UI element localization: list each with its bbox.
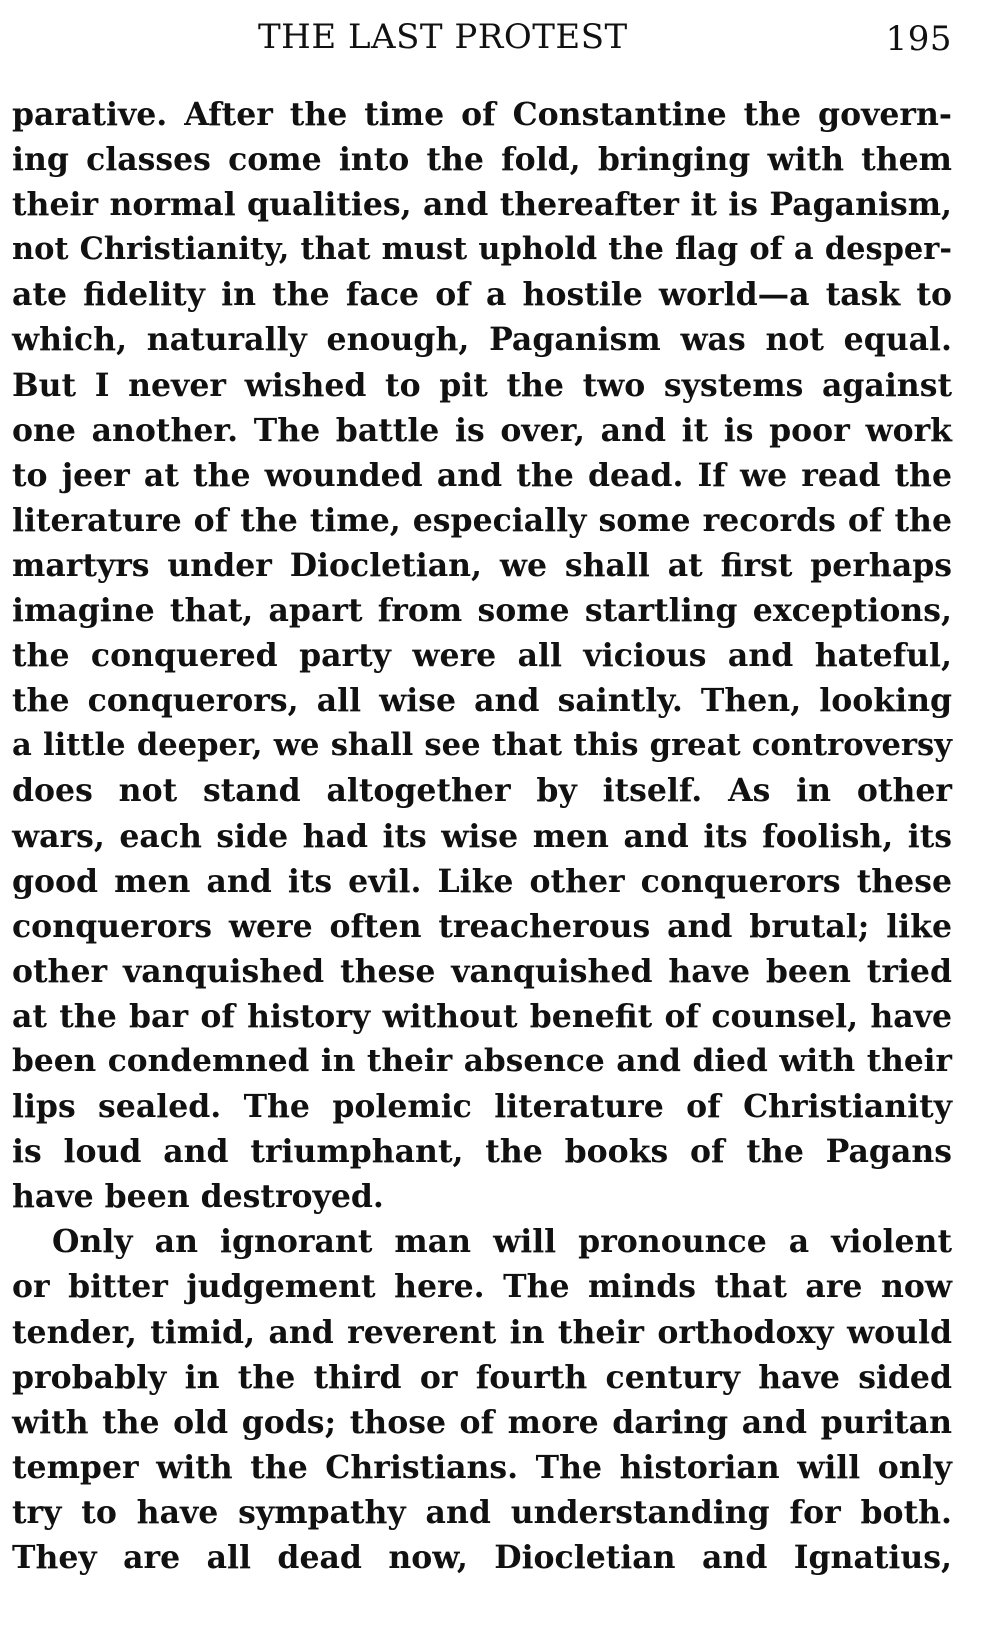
text-line: have been destroyed. xyxy=(12,1178,384,1216)
text-line: temper with the Christians. The historian will only xyxy=(12,1448,952,1486)
text-line: ing classes come into the fold, bringing with them xyxy=(12,141,952,179)
paragraph-2 xyxy=(12,1219,952,1580)
text-line: with the old gods; those of more daring and puritan xyxy=(12,1403,952,1441)
text-line: imagine that, apart from some startling exceptions, xyxy=(12,592,952,630)
text-line: which, naturally enough, Paganism was not equal. xyxy=(12,321,952,359)
running-title: THE LAST PROTEST xyxy=(258,17,628,57)
text-line: tender, timid, and reverent in their orthodoxy would xyxy=(12,1313,952,1351)
text-line: conquerors were often treacherous and brutal; like xyxy=(12,907,952,945)
text-line: or bitter judgement here. The minds that are now xyxy=(12,1268,952,1306)
text-line: a little deeper, we shall see that this great controversy xyxy=(12,727,952,764)
text-line: is loud and triumphant, the books of the Pagans xyxy=(12,1133,952,1171)
text-line: their normal qualities, and thereafter it is Paganism, xyxy=(12,186,952,224)
book-page xyxy=(12,0,952,1645)
text-line: good men and its evil. Like other conquerors these xyxy=(12,862,952,900)
text-line: does not stand altogether by itself. As in other xyxy=(12,772,952,810)
text-line: try to have sympathy and understanding for both. xyxy=(12,1493,952,1531)
text-line: not Christianity, that must uphold the flag of a desper- xyxy=(12,231,952,268)
page-number: 195 xyxy=(885,19,952,59)
text-line: Only an ignorant man will pronounce a violent xyxy=(52,1223,952,1261)
body-text xyxy=(12,92,952,1580)
text-line: lips sealed. The polemic literature of Christianity xyxy=(12,1088,952,1126)
text-line: to jeer at the wounded and the dead. If we read the xyxy=(12,456,952,494)
text-line: the conquerors, all wise and saintly. Then, looking xyxy=(12,682,952,720)
running-head xyxy=(12,12,952,62)
text-line: probably in the third or fourth century have sided xyxy=(12,1358,952,1396)
text-line: martyrs under Diocletian, we shall at first perhaps xyxy=(12,546,952,584)
text-line: parative. After the time of Constantine the govern- xyxy=(12,96,952,133)
text-line: one another. The battle is over, and it is poor work xyxy=(12,411,952,449)
text-line: other vanquished these vanquished have been tried xyxy=(12,952,952,990)
text-line: at the bar of history without benefit of counsel, have xyxy=(12,997,952,1035)
text-line: literature of the time, especially some records of the xyxy=(12,501,952,539)
paragraph-1 xyxy=(12,92,952,1219)
text-line: But I never wished to pit the two systems against xyxy=(12,366,952,404)
text-line: wars, each side had its wise men and its foolish, its xyxy=(12,817,952,855)
text-line: They are all dead now, Diocletian and Ignatius, xyxy=(12,1539,952,1576)
text-line: been condemned in their absence and died with their xyxy=(12,1042,952,1079)
text-line: ate fidelity in the face of a hostile world—a task to xyxy=(12,276,952,314)
text-line: the conquered party were all vicious and hateful, xyxy=(12,637,952,675)
